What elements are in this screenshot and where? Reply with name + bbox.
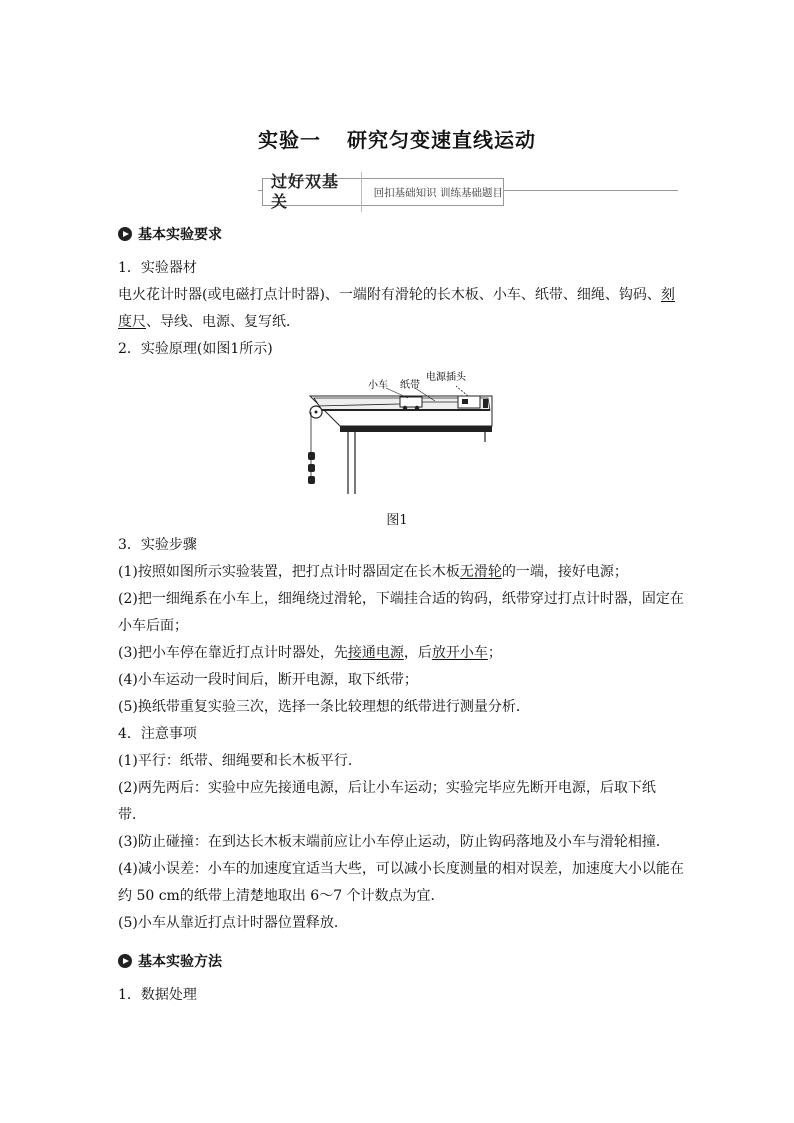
title-part2: 研究匀变速直线运动 — [347, 128, 536, 152]
step-2-line-1: (2)把一细绳系在小车上，细绳绕过滑轮，下端挂合适的钩码，纸带穿过打点计时器，固定在 — [118, 591, 684, 607]
hook-weight — [308, 464, 315, 472]
label-car: 小车 — [368, 380, 388, 391]
timer-part — [483, 399, 488, 408]
equipment-heading: 1．实验器材 — [118, 260, 197, 276]
apparatus-figure — [300, 366, 500, 502]
step-underlined: 接通电源 — [347, 645, 404, 661]
hook-weight — [308, 452, 315, 460]
banner-main-text: 过好双基关 — [263, 172, 362, 212]
section-heading-text: 基本实验方法 — [138, 954, 222, 970]
timer-part — [462, 399, 468, 404]
note-2-line-2: 带． — [118, 807, 146, 823]
data-processing-heading: 1．数据处理 — [118, 987, 197, 1003]
car-icon — [400, 397, 422, 407]
timer-icon — [458, 396, 480, 408]
equipment-underlined: 刻 — [660, 287, 675, 303]
step-1 — [118, 562, 628, 582]
equipment-text: 、导线、电源、复写纸． — [146, 314, 300, 330]
note-5: (5)小车从靠近打点计时器位置释放． — [118, 915, 348, 931]
step-2-line-2: 小车后面； — [118, 618, 188, 634]
section-banner — [262, 172, 504, 211]
title-part1: 实验一 — [258, 128, 321, 152]
principle-heading: 2．实验原理(如图1所示) — [118, 341, 273, 357]
banner-sub-text: 回扣基础知识 训练基础题目 — [373, 186, 503, 199]
play-bullet-icon — [118, 227, 132, 241]
step-text: 的一端，接好电源； — [501, 564, 628, 580]
step-4: (4)小车运动一段时间后，断开电源，取下纸带； — [118, 672, 418, 688]
equipment-line-1 — [118, 285, 675, 305]
section-heading-basic-methods — [118, 951, 222, 971]
equipment-text: 电火花计时器(或电磁打点计时器)、一端附有滑轮的长木板、小车、纸带、细绳、钩码、 — [118, 287, 661, 303]
car-wheel — [415, 406, 419, 410]
equipment-underlined: 度尺 — [118, 314, 146, 330]
section-heading-basic-requirements — [118, 224, 222, 244]
label-tape: 纸带 — [400, 380, 420, 391]
note-1: (1)平行：纸带、细绳要和长木板平行． — [118, 753, 362, 769]
step-3 — [118, 643, 502, 663]
notes-heading: 4．注意事项 — [118, 726, 197, 742]
note-2-line-1: (2)两先两后：实验中应先接通电源，后让小车运动；实验完毕应先断开电源，后取下纸 — [118, 780, 656, 796]
section-heading-text: 基本实验要求 — [138, 227, 222, 243]
banner-rule-right — [504, 190, 678, 191]
step-underlined: 放开小车 — [431, 645, 488, 661]
step-text: ，后 — [403, 645, 432, 661]
step-5: (5)换纸带重复实验三次，选择一条比较理想的纸带进行测量分析． — [118, 699, 530, 715]
step-underlined: 无滑轮 — [459, 564, 502, 580]
figure-caption: 图1 — [386, 513, 408, 528]
note-4-line-2: 约 50 cm的纸带上清楚地取出 6～7 个计数点为宜． — [118, 888, 445, 904]
step-text: (3)把小车停在靠近打点计时器处，先 — [118, 645, 348, 661]
hook-weight — [308, 476, 315, 484]
label-plug: 电源插头 — [426, 372, 466, 383]
step-text: ； — [487, 645, 502, 661]
note-4-line-1: (4)减小误差：小车的加速度宜适当大些，可以减小长度测量的相对误差，加速度大小以能在 — [118, 861, 684, 877]
steps-heading: 3．实验步骤 — [118, 537, 197, 553]
step-text: (1)按照如图所示实验装置，把打点计时器固定在长木板 — [118, 564, 460, 580]
car-wheel — [403, 406, 407, 410]
equipment-line-2 — [118, 312, 300, 332]
play-bullet-icon — [118, 954, 132, 968]
table-edge — [340, 426, 492, 432]
plug-cord — [456, 386, 468, 396]
pulley-axle — [315, 411, 318, 414]
note-3: (3)防止碰撞：在到达长木板末端前应让小车停止运动，防止钩码落地及小车与滑轮相撞． — [118, 834, 670, 850]
page-title — [0, 124, 794, 153]
